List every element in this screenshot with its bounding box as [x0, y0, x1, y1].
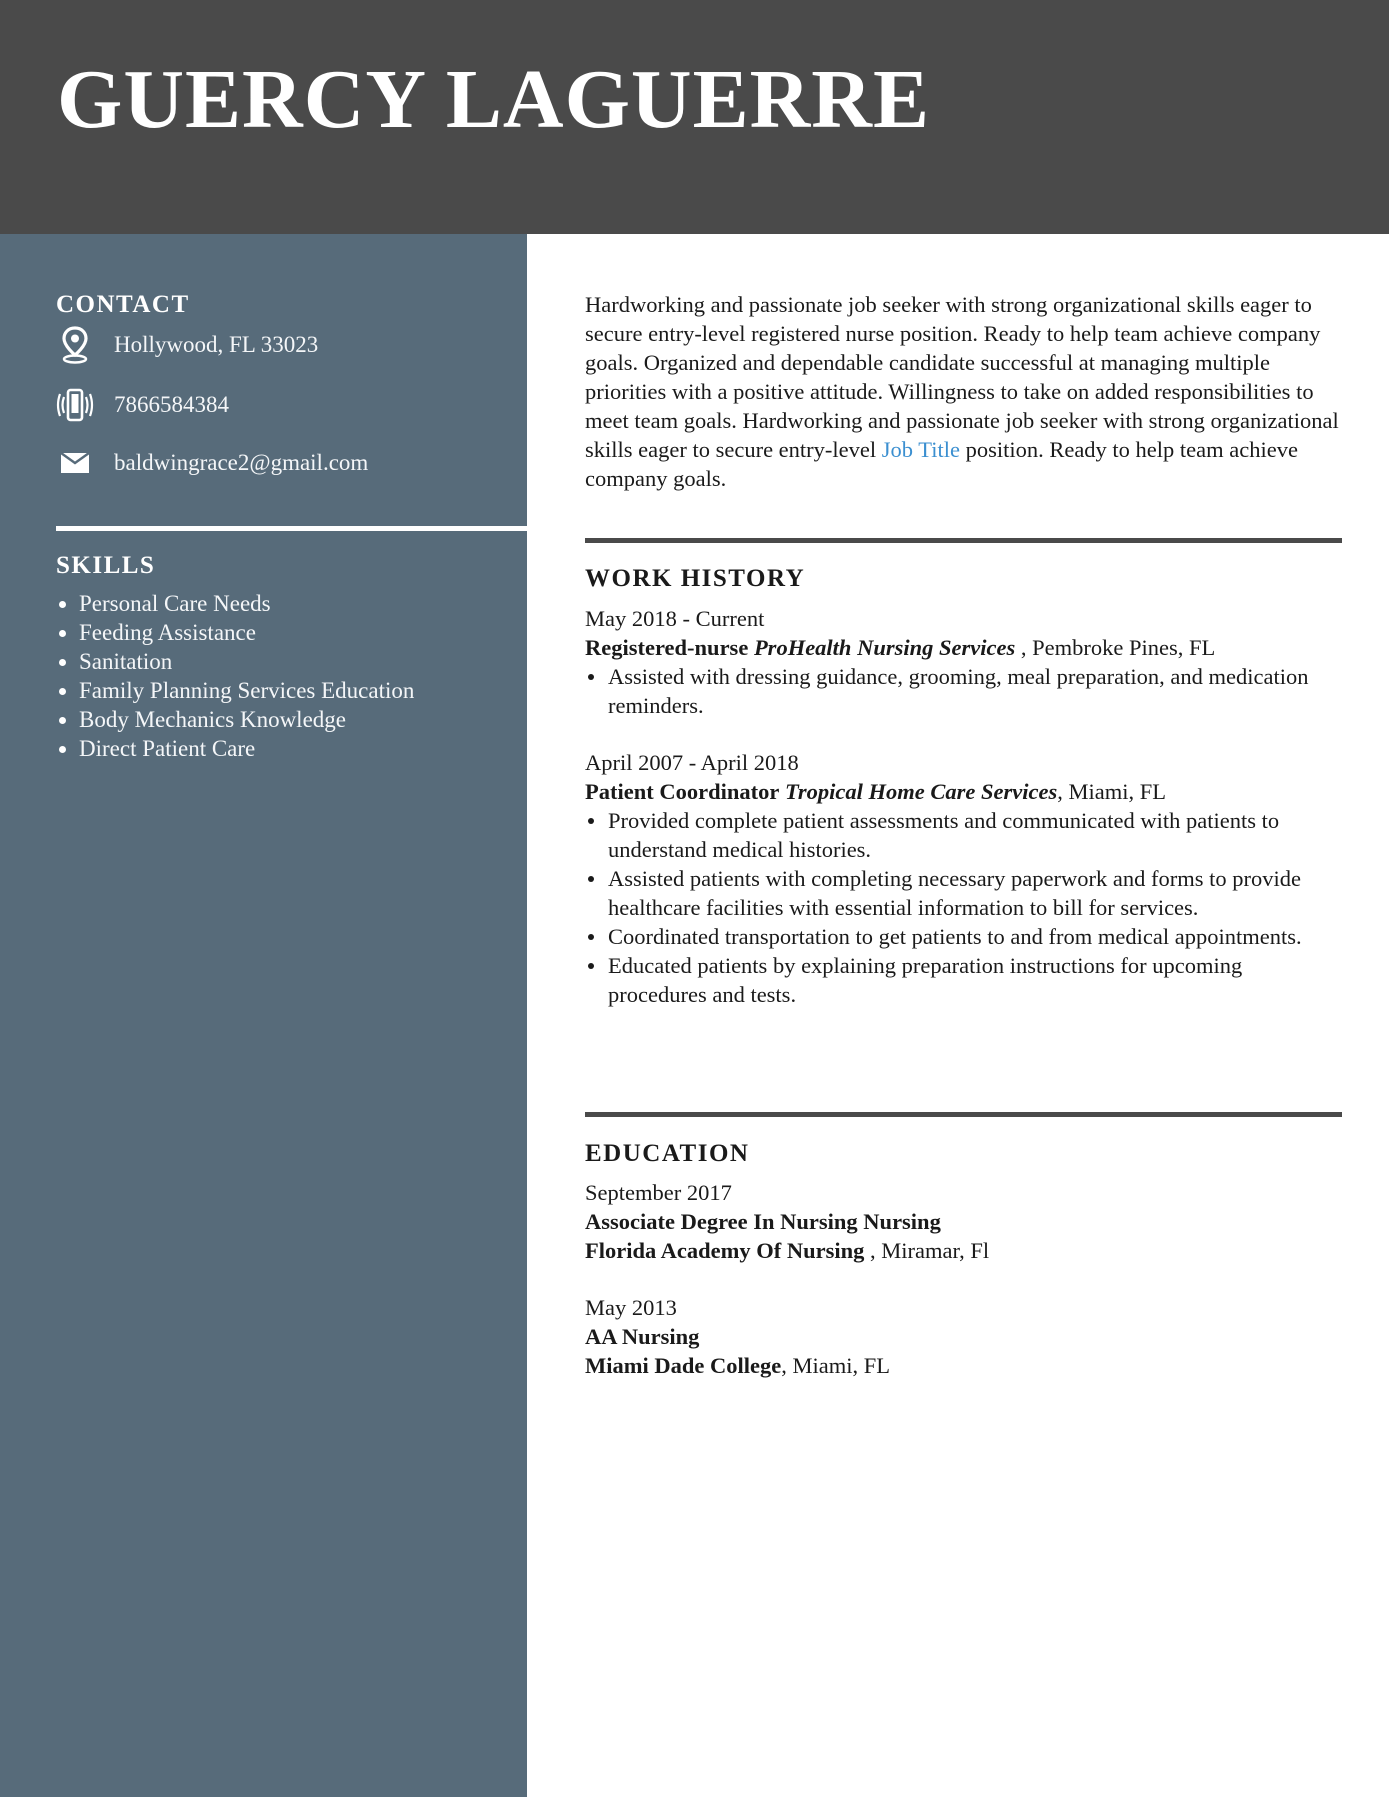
- education-degree: [585, 1322, 1342, 1351]
- contact-phone: [56, 385, 496, 425]
- work-history-divider: [585, 538, 1342, 543]
- job-bullet: Educated patients by explaining preparation instructions for upcoming procedures and tests.: [585, 951, 1342, 1009]
- school-name: Florida Academy Of Nursing: [585, 1238, 865, 1263]
- job-bullet: Assisted patients with completing necessary paperwork and forms to provide healthcare facilities with essential information to bill for services.: [585, 864, 1342, 922]
- degree-name: Associate Degree In Nursing Nursing: [585, 1209, 941, 1234]
- candidate-name: GUERCY LAGUERRE: [57, 53, 930, 146]
- skill-item: Personal Care Needs: [56, 589, 414, 618]
- summary-text-end: position. Ready to help team achieve company goals.: [585, 437, 1298, 491]
- contact-heading: CONTACT: [56, 291, 190, 318]
- skill-item: Family Planning Services Education: [56, 676, 414, 705]
- skills-heading: SKILLS: [56, 552, 156, 579]
- professional-summary: [585, 290, 1342, 493]
- job-company: ProHealth Nursing Services: [753, 635, 1016, 660]
- job-location: , Miami, FL: [1057, 779, 1166, 804]
- skill-item: Sanitation: [56, 647, 414, 676]
- job-title-link[interactable]: Job Title: [881, 437, 960, 462]
- education-date: May 2013: [585, 1295, 677, 1320]
- education-divider: [585, 1112, 1342, 1117]
- education-entry: [585, 1178, 1342, 1265]
- location-pin-icon: [56, 325, 94, 365]
- job-title: Registered-nurse: [585, 635, 749, 660]
- degree-name: AA Nursing: [585, 1324, 700, 1349]
- job-bullets: [585, 806, 1342, 1009]
- education-date: September 2017: [585, 1180, 732, 1205]
- job-bullet: Assisted with dressing guidance, grooming, meal preparation, and medication reminders.: [585, 662, 1342, 720]
- education-degree: [585, 1207, 1342, 1236]
- job-entry: [585, 748, 1342, 1009]
- education-school-line: [585, 1236, 1342, 1265]
- sidebar-divider: [56, 526, 527, 531]
- job-location: , Pembroke Pines, FL: [1015, 635, 1216, 660]
- job-entry: [585, 604, 1342, 720]
- job-title-line: [585, 633, 1342, 662]
- education-entry: [585, 1293, 1342, 1380]
- skills-list: [56, 589, 414, 763]
- job-bullet: Coordinated transportation to get patients to and from medical appointments.: [585, 922, 1342, 951]
- work-history-heading: WORK HISTORY: [585, 565, 806, 592]
- school-location: , Miramar, Fl: [864, 1238, 990, 1263]
- education-heading: EDUCATION: [585, 1140, 750, 1167]
- skill-item: Body Mechanics Knowledge: [56, 705, 414, 734]
- job-company: Tropical Home Care Services: [784, 779, 1058, 804]
- summary-text: Hardworking and passionate job seeker with strong organizational skills eager to secure entry-level registered nurse position. Ready to help team achieve company goals. Organized and dependable candidate successful at managing multiple priorities with a positive attitude. Willingness to take on added responsibilities to meet team goals. Hardworking and passionate job seeker with strong organizational skills eager to secure entry-level: [585, 292, 1339, 462]
- education-school-line: [585, 1351, 1342, 1380]
- job-dates: April 2007 - April 2018: [585, 750, 799, 775]
- job-bullets: [585, 662, 1342, 720]
- contact-email: [56, 443, 496, 483]
- contact-phone-text: 7866584384: [114, 392, 229, 417]
- job-dates: May 2018 - Current: [585, 606, 765, 631]
- skill-item: Feeding Assistance: [56, 618, 414, 647]
- job-title-line: [585, 777, 1342, 806]
- contact-email-text: baldwingrace2@gmail.com: [114, 450, 369, 475]
- contact-address: [56, 325, 496, 365]
- school-location: , Miami, FL: [781, 1353, 890, 1378]
- job-title: Patient Coordinator: [585, 779, 780, 804]
- school-name: Miami Dade College: [585, 1353, 782, 1378]
- job-bullet: Provided complete patient assessments and communicated with patients to understand medical histories.: [585, 806, 1342, 864]
- skill-item: Direct Patient Care: [56, 734, 414, 763]
- header-banner: [0, 0, 1389, 234]
- contact-address-text: Hollywood, FL 33023: [114, 332, 319, 357]
- email-icon: [56, 443, 94, 483]
- phone-icon: [56, 385, 94, 425]
